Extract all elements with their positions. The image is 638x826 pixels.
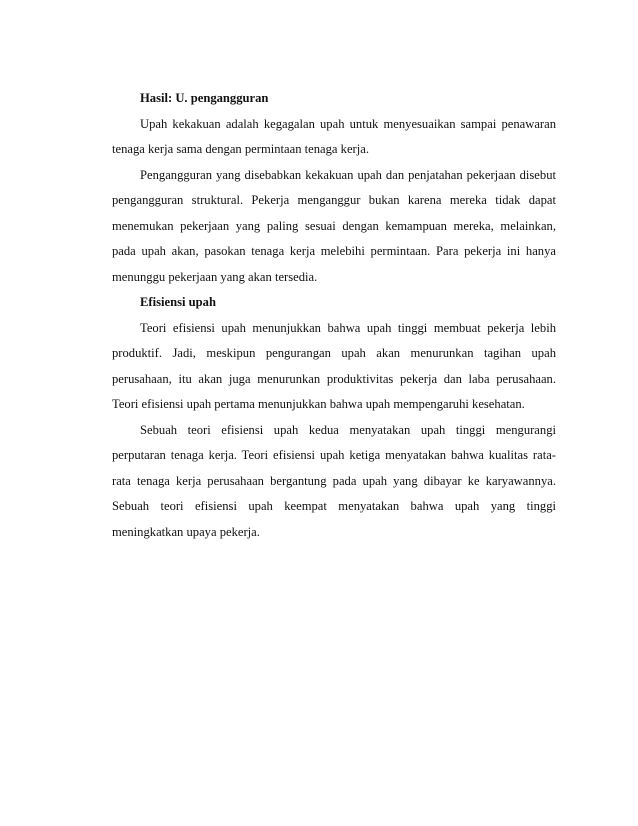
text-line: meningkatkan upaya pekerja. xyxy=(112,524,260,539)
text-line: pengangguran struktural. Pekerja menganggur bukan karena mereka tidak dapat xyxy=(112,193,556,207)
text-line: tenaga kerja sama dengan permintaan tenaga kerja. xyxy=(112,142,369,156)
text-line: perputaran tenaga kerja. Teori efisiensi upah ketiga menyatakan bahwa kualitas rata- xyxy=(112,448,556,462)
paragraph-teori-efisiensi xyxy=(112,316,556,418)
text-line: Teori efisiensi upah menunjukkan bahwa upah tinggi membuat pekerja lebih xyxy=(140,320,556,335)
paragraph-upah-kekakuan xyxy=(112,112,556,163)
text-line: Sebuah teori efisiensi upah kedua menyatakan upah tinggi mengurangi xyxy=(140,422,556,437)
document-body xyxy=(112,86,556,545)
text-line: menunggu pekerjaan yang akan tersedia. xyxy=(112,269,318,284)
paragraph-teori-lanjutan xyxy=(112,418,556,546)
text-line: produktif. Jadi, meskipun pengurangan upah akan menurunkan tagihan upah xyxy=(112,346,556,360)
text-line: Teori efisiensi upah pertama menunjukkan bahwa upah mempengaruhi kesehatan. xyxy=(112,397,525,411)
text-line: rata tenaga kerja perusahaan bergantung pada upah yang dibayar ke karyawannya. xyxy=(112,473,556,488)
text-line: Upah kekakuan adalah kegagalan upah untuk menyesuaikan sampai penawaran xyxy=(140,116,556,131)
section-heading-efisiensi-upah: Efisiensi upah xyxy=(140,295,216,309)
text-line: Pengangguran yang disebabkan kekakuan upah dan penjatahan pekerjaan disebut xyxy=(140,167,556,182)
text-line: pada upah akan, pasokan tenaga kerja melebihi permintaan. Para pekerja ini hanya xyxy=(112,244,556,258)
text-line: perusahaan, itu akan juga menurunkan produktivitas pekerja dan laba perusahaan. xyxy=(112,371,556,386)
paragraph-pengangguran-struktural xyxy=(112,163,556,291)
text-line: Sebuah teori efisiensi upah keempat menyatakan bahwa upah yang tinggi xyxy=(112,499,556,513)
section-heading-pengangguran: Hasil: U. pengangguran xyxy=(140,91,269,105)
text-line: menemukan pekerjaan yang paling sesuai dengan kemampuan mereka, melainkan, xyxy=(112,218,556,233)
